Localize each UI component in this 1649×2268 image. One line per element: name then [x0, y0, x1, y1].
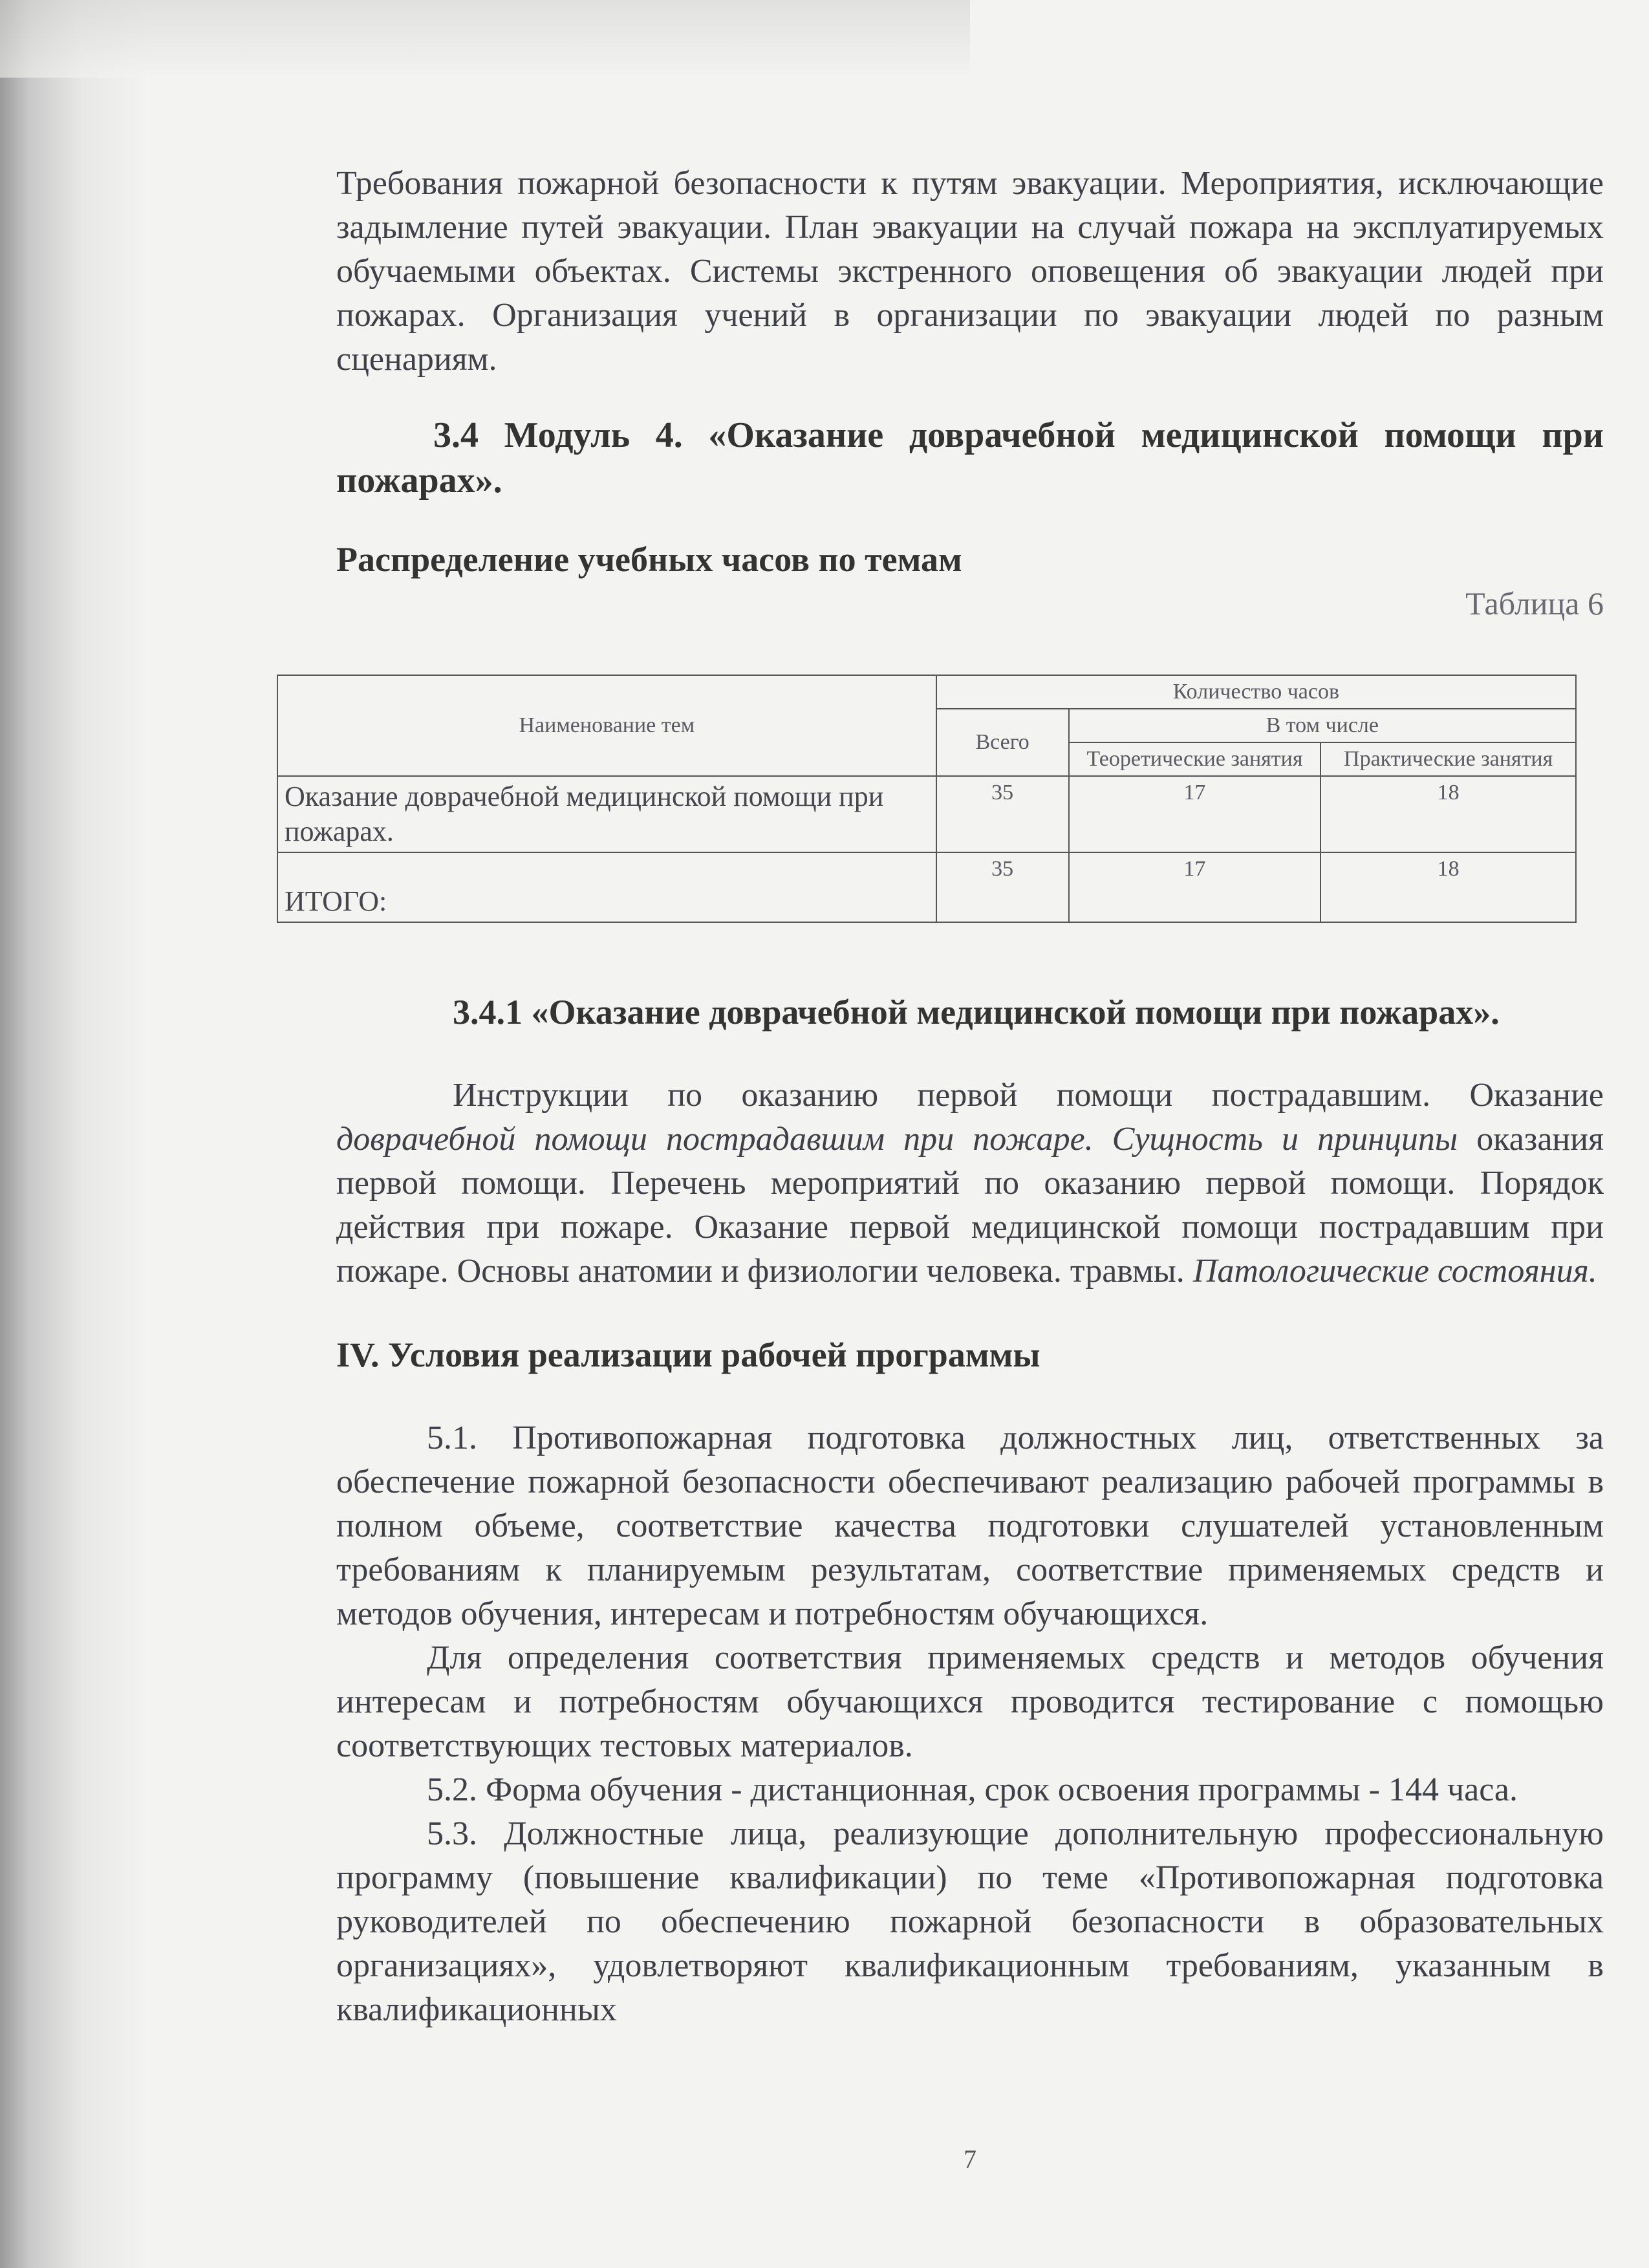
first-aid-text-italic-2: Патологические состояния. [1192, 1253, 1597, 1290]
table-row [277, 776, 1576, 852]
module-4-heading: 3.4 Модуль 4. «Оказание доврачебной медицинской помощи при пожарах». [336, 415, 1604, 501]
paragraph-5-1: 5.1. Противопожарная подготовка должностных лиц, ответственных за обеспечение пожарной безопасности обеспечивают реализацию рабочей программы в полном объеме, соответствие качества подготовки слушателей установленным требованиям к планируемым результатам, соответствие применяемых средств и методов обучения, интересам и потребностям обучающихся. [336, 1420, 1604, 1632]
scan-edge-shadow [0, 0, 149, 2268]
testing-paragraph: Для определения соответствия применяемых средств и методов обучения интересам и потребностям обучающихся проводится тестирование с помощью соответствующих тестовых материалов. [336, 1639, 1604, 1764]
row-topic: ИТОГО: [277, 852, 936, 922]
paragraph-5-3: 5.3. Должностные лица, реализующие дополнительную профессиональную программу (повышение квалификации) по теме «Противопожарная подготовка руководителей по обеспечению пожарной безопасности в образовательных организациях», удовлетворяют квалификационным требованиям, указанным в квалификационных [336, 1815, 1604, 2028]
row-theory: 17 [1069, 852, 1321, 922]
section-4-heading: IV. Условия реализации рабочей программы [336, 1335, 1040, 1374]
subsection-3-4-1-heading: 3.4.1 «Оказание доврачебной медицинской помощи при пожарах». [453, 993, 1500, 1031]
row-practice: 18 [1320, 852, 1576, 922]
header-hours: Количество часов [936, 675, 1576, 709]
evacuation-paragraph: Требования пожарной безопасности к путям эвакуации. Мероприятия, исключающие задымление путей эвакуации. План эвакуации на случай пожара на эксплуатируемых обучаемыми объектах. Системы экстренного оповещения об эвакуации людей при пожарах. Организация учений в организации по эвакуации людей по разным сценариям. [336, 165, 1604, 378]
header-total: Всего [936, 709, 1069, 776]
first-aid-paragraph [336, 1074, 1604, 1293]
hours-table [277, 675, 1577, 923]
hours-distribution-title: Распределение учебных часов по темам [336, 540, 962, 579]
row-practice: 18 [1320, 776, 1576, 852]
scan-top-shadow [0, 0, 970, 78]
first-aid-text-italic-1: доврачебной помощи пострадавшим при пожаре. Сущность и принципы [336, 1121, 1458, 1158]
table-row [277, 852, 1576, 922]
first-aid-text-1: Инструкции по оказанию первой помощи пострадавшим. Оказание [453, 1077, 1604, 1114]
header-topic: Наименование тем [277, 675, 936, 776]
header-theory: Теоретические занятия [1069, 742, 1321, 776]
paragraph-5-2: 5.2. Форма обучения - дистанционная, срок освоения программы - 144 часа. [427, 1771, 1518, 1808]
page-number: 7 [964, 2144, 976, 2174]
row-theory: 17 [1069, 776, 1321, 852]
document-page-continued [336, 989, 1604, 2032]
row-topic: Оказание доврачебной медицинской помощи при пожарах. [277, 776, 936, 852]
header-practice: Практические занятия [1320, 742, 1576, 776]
header-including: В том числе [1069, 709, 1576, 742]
first-aid-text-2: оказания первой помощи. Перечень мероприятий по оказанию первой помощи. Порядок действия при пожаре. Оказание первой медицинской помощи пострадавшим при пожаре. Основы анатомии и физиологии человека. травмы. [336, 1121, 1604, 1290]
row-total: 35 [936, 852, 1069, 922]
document-page [336, 162, 1604, 622]
row-total: 35 [936, 776, 1069, 852]
table-caption: Таблица 6 [1465, 585, 1604, 621]
